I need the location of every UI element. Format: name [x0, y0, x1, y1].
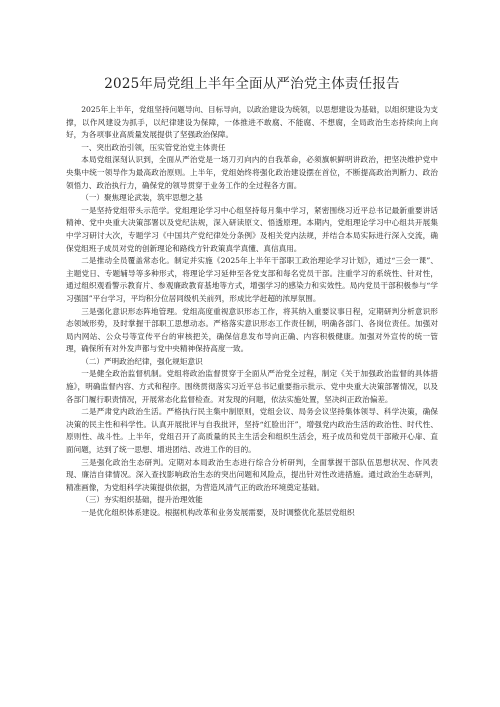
intro-paragraph: 2025年上半年，党组坚持问题导向、目标导向，以政治建设为统领，以思想建设为基础，以组织建设为支撑，以作风建设为抓手，以纪律建设为保障，一体推进不敢腐、不能腐、不想腐，全局政治生态持续向上向好，为各项事业高质量发展提供了坚强政治保障。	[66, 105, 438, 140]
subsection-heading-1: （一）聚焦理论武装，筑牢思想之基	[81, 193, 203, 203]
body-paragraph: 二是推动全员覆盖常态化。制定并实施《2025年上半年干部职工政治理论学习计划》，通过“三会一课”、主题党日、专题辅导等多种形式，将理论学习延伸至各党支部和每名党员干部。注重学习的系统性、针对性，通过组织观看警示教育片、参观廉政教育基地等方式，增强学习的感染力和实效性。局内党员干部积极参与“学习强国”平台学习，平均积分位居同级机关前列，形成比学赶超的浓厚氛围。	[66, 256, 438, 303]
body-paragraph: 一是优化组织体系建设。根据机构改革和业务发展需要，及时调整优化基层党组织	[81, 508, 355, 517]
body-paragraph: 一是坚持党组带头示范学。党组理论学习中心组坚持每月集中学习，紧密围绕习近平总书记最新重要讲话精神、党中央重大决策部署以及党纪法规，深入研读原文、悟透原理。本期内，党组理论学习中心组共开展集中学习研讨大次，专题学习《中国共产党纪律处分条例》及相关党内法规，并结合本局实际进行深入交流，确保党组班子成员对党的创新理论和路线方针政策真学真懂、真信真用。	[66, 205, 438, 253]
document-title: 2025年局党组上半年全面从严治党主体责任报告	[104, 76, 400, 92]
document-body	[66, 104, 438, 520]
body-paragraph: 本局党组深刻认识到，全面从严治党是一场刀刃向内的自我革命，必须旗帜鲜明讲政治，把坚决维护党中央集中统一领导作为最高政治原则。上半年，党组始终将强化政治建设摆在首位，不断提高政治判断力、政治领悟力、政治执行力，确保党的领导贯穿于业务工作的全过程各方面。	[66, 155, 438, 190]
body-paragraph: 二是严肃党内政治生活。严格执行民主集中制原则，党组会议、局务会议坚持集体领导、科学决策，确保决策的民主性和科学性。认真开展批评与自我批评，坚持“红脸出汗”，增强党内政治生活的政治性、时代性、原则性、战斗性。上半年，党组召开了高质量的民主生活会和组织生活会，班子成员和党员干部敞开心扉、直面问题，达到了统一思想、增进团结、改进工作的目的。	[66, 407, 438, 455]
body-paragraph: 一是健全政治监督机制。党组将政治监督贯穿于全面从严治党全过程，制定《关于加强政治监督的具体措施》，明确监督内容、方式和程序。围绕贯彻落实习近平总书记重要指示批示、党中央重大决策部署情况，以及各部门履行职责情况，开展常态化监督检查。对发现的问题，依法实施处置，坚决纠正政治偏差。	[66, 369, 438, 404]
subsection-heading-2: （二）严明政治纪律，强化规矩意识	[81, 356, 203, 366]
body-paragraph: 三是强化意识形态阵地管理。党组高度重视意识形态工作，将其纳入重要议事日程，定期研判分析意识形态领域形势，及时掌握干部职工思想动态。严格落实意识形态工作责任制，明确各部门、各岗位责任。加强对局内网站、公众号等宣传平台的审核把关，确保信息发布导向正确、内容积极健康。加强对外宣传的统一管理，确保所有对外发声都与党中央精神保持高度一致。	[66, 306, 438, 354]
subsection-heading-3: （三）夯实组织基础，提升治理效能	[81, 495, 203, 505]
body-paragraph: 三是强化政治生态研判。定期对本局政治生态进行综合分析研判，全面掌握干部队伍思想状况、作风表现、廉洁自律情况。深入查找影响政治生态的突出问题和风险点，提出针对性改进措施。通过政治生态研判，精准画像，为党组科学决策提供依据，为营造风清气正的政治环境奠定基础。	[66, 457, 438, 492]
section-heading-1: 一、突出政治引领，压实管党治党主体责任	[81, 142, 226, 152]
